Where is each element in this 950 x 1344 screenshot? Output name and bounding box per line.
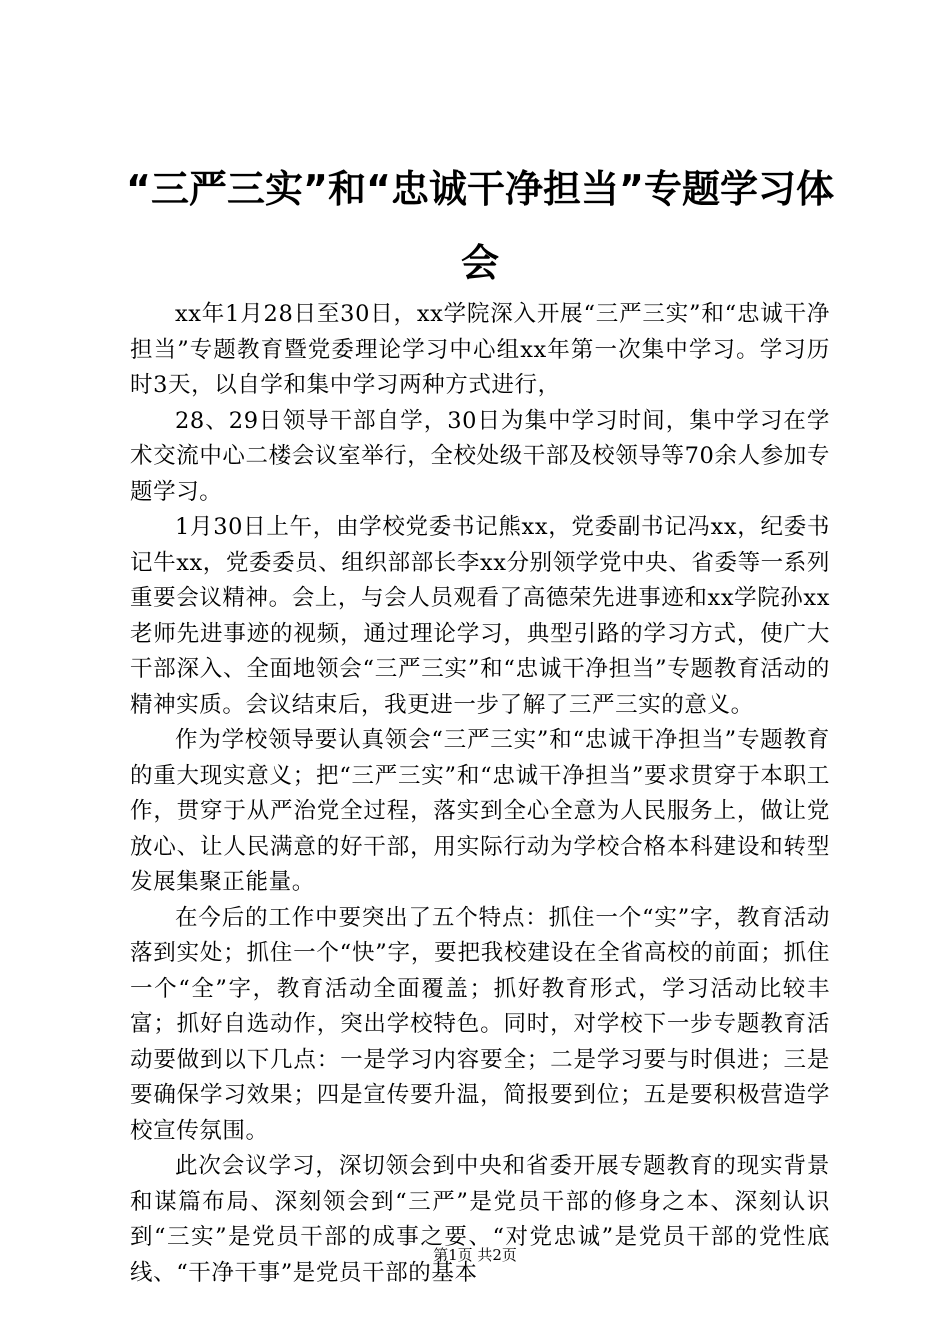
paragraph-2: 28、29日领导干部自学，30日为集中学习时间，集中学习在学术交流中心二楼会议室举行，全校处级干部及校领导等70余人参加专题学习。	[130, 407, 830, 505]
paragraph-5: 在今后的工作中要突出了五个特点：抓住一个“实”字，教育活动落到实处；抓住一个“快”字，要把我校建设在全省高校的前面；抓住一个“全”字，教育活动全面覆盖；抓好教育形式，学习活动比较丰富；抓好自选动作，突出学校特色。同时，对学校下一步专题教育活动要做到以下几点：一是学习内容要全；二是学习要与时俱进；三是要确保学习效果；四是宣传要升温，简报要到位；五是要积极营造学校宣传氛围。	[130, 904, 830, 1144]
page-footer: 第1页 共2页	[433, 1246, 517, 1264]
paragraph-4: 作为学校领导要认真领会“三严三实”和“忠诚干净担当”专题教育的重大现实意义；把“三严三实”和“忠诚干净担当”要求贯穿于本职工作，贯穿于从严治党全过程，落实到全心全意为人民服务上，做让党放心、让人民满意的好干部，用实际行动为学校合格本科建设和转型发展集聚正能量。	[130, 727, 830, 895]
paragraph-3: 1月30日上午，由学校党委书记熊xx，党委副书记冯xx，纪委书记牛xx，党委委员、组织部部长李xx分别领学党中央、省委等一系列重要会议精神。会上，与会人员观看了高德荣先进事迹和xx学院孙xx老师先进事迹的视频，通过理论学习，典型引路的学习方式，使广大干部深入、全面地领会“三严三实”和“忠诚干净担当”专题教育活动的精神实质。会议结束后，我更进一步了解了三严三实的意义。	[130, 514, 830, 718]
paragraph-6: 此次会议学习，深切领会到中央和省委开展专题教育的现实背景和谋篇布局、深刻领会到“三严”是党员干部的修身之本、深刻认识到“三实”是党员干部的成事之要、“对党忠诚”是党员干部的党性底线、“干净干事”是党员干部的基本	[130, 1153, 830, 1286]
document-body	[130, 297, 830, 1291]
paragraph-1: xx年1月28日至30日，xx学院深入开展“三严三实”和“忠诚干净担当”专题教育暨党委理论学习中心组xx年第一次集中学习。学习历时3天，以自学和集中学习两种方式进行，	[130, 301, 830, 398]
document-title: “三严三实”和“忠诚干净担当”专题学习体会	[126, 167, 834, 285]
